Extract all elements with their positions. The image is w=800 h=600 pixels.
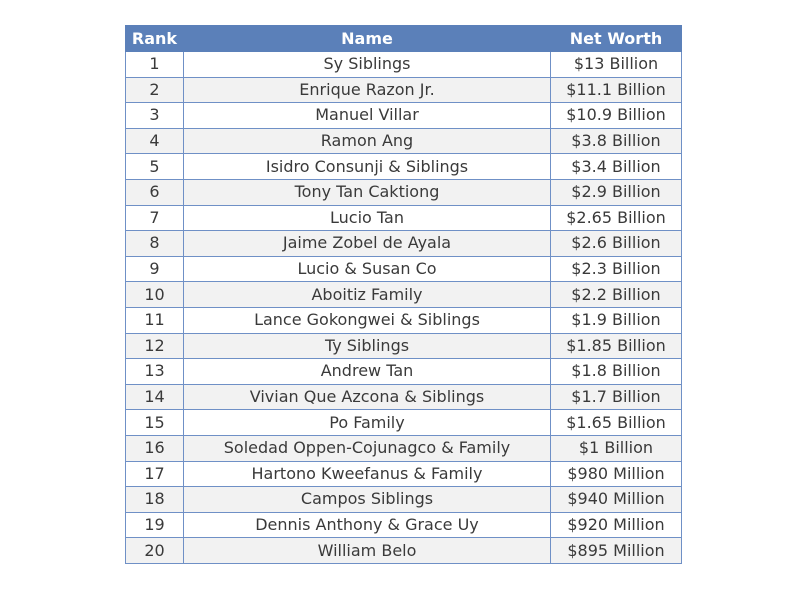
- rank-cell: 2: [126, 77, 184, 103]
- rank-cell: 16: [126, 435, 184, 461]
- net-worth-cell: $1.8 Billion: [551, 359, 682, 385]
- net-worth-cell: $1.85 Billion: [551, 333, 682, 359]
- net-worth-cell: $2.9 Billion: [551, 179, 682, 205]
- name-cell: Isidro Consunji & Siblings: [184, 154, 551, 180]
- table-row: [126, 435, 682, 461]
- net-worth-cell: $11.1 Billion: [551, 77, 682, 103]
- net-worth-cell: $1.7 Billion: [551, 384, 682, 410]
- header-name: Name: [184, 26, 551, 52]
- header-rank: Rank: [126, 26, 184, 52]
- net-worth-cell: $13 Billion: [551, 52, 682, 78]
- net-worth-table: [125, 25, 682, 564]
- name-cell: Aboitiz Family: [184, 282, 551, 308]
- table-row: [126, 256, 682, 282]
- name-cell: Po Family: [184, 410, 551, 436]
- name-cell: Hartono Kweefanus & Family: [184, 461, 551, 487]
- net-worth-cell: $3.8 Billion: [551, 128, 682, 154]
- table-row: [126, 154, 682, 180]
- table-row: [126, 410, 682, 436]
- name-cell: Soledad Oppen-Cojunagco & Family: [184, 435, 551, 461]
- name-cell: Sy Siblings: [184, 52, 551, 78]
- name-cell: Lance Gokongwei & Siblings: [184, 307, 551, 333]
- net-worth-cell: $3.4 Billion: [551, 154, 682, 180]
- name-cell: Ramon Ang: [184, 128, 551, 154]
- table-row: [126, 103, 682, 129]
- table-row: [126, 282, 682, 308]
- net-worth-cell: $2.65 Billion: [551, 205, 682, 231]
- name-cell: William Belo: [184, 538, 551, 564]
- rank-cell: 8: [126, 231, 184, 257]
- table-row: [126, 333, 682, 359]
- rank-cell: 14: [126, 384, 184, 410]
- table-body: [126, 52, 682, 564]
- name-cell: Dennis Anthony & Grace Uy: [184, 512, 551, 538]
- name-cell: Campos Siblings: [184, 487, 551, 513]
- name-cell: Manuel Villar: [184, 103, 551, 129]
- table-row: [126, 359, 682, 385]
- net-worth-cell: $920 Million: [551, 512, 682, 538]
- rank-cell: 15: [126, 410, 184, 436]
- rank-cell: 3: [126, 103, 184, 129]
- rank-cell: 17: [126, 461, 184, 487]
- name-cell: Lucio & Susan Co: [184, 256, 551, 282]
- table-row: [126, 179, 682, 205]
- rank-cell: 9: [126, 256, 184, 282]
- rank-cell: 1: [126, 52, 184, 78]
- name-cell: Jaime Zobel de Ayala: [184, 231, 551, 257]
- table-row: [126, 384, 682, 410]
- table-row: [126, 205, 682, 231]
- net-worth-cell: $2.2 Billion: [551, 282, 682, 308]
- net-worth-cell: $1.65 Billion: [551, 410, 682, 436]
- net-worth-cell: $980 Million: [551, 461, 682, 487]
- net-worth-cell: $2.6 Billion: [551, 231, 682, 257]
- net-worth-cell: $1.9 Billion: [551, 307, 682, 333]
- rank-cell: 20: [126, 538, 184, 564]
- rank-cell: 4: [126, 128, 184, 154]
- name-cell: Vivian Que Azcona & Siblings: [184, 384, 551, 410]
- rank-cell: 5: [126, 154, 184, 180]
- table-row: [126, 77, 682, 103]
- net-worth-cell: $1 Billion: [551, 435, 682, 461]
- header-row: [126, 26, 682, 52]
- table-row: [126, 231, 682, 257]
- rank-cell: 19: [126, 512, 184, 538]
- rank-cell: 18: [126, 487, 184, 513]
- rank-cell: 10: [126, 282, 184, 308]
- net-worth-cell: $2.3 Billion: [551, 256, 682, 282]
- rank-cell: 12: [126, 333, 184, 359]
- net-worth-cell: $10.9 Billion: [551, 103, 682, 129]
- rank-cell: 11: [126, 307, 184, 333]
- rank-cell: 13: [126, 359, 184, 385]
- net-worth-cell: $895 Million: [551, 538, 682, 564]
- rank-cell: 7: [126, 205, 184, 231]
- header-net-worth: Net Worth: [551, 26, 682, 52]
- net-worth-cell: $940 Million: [551, 487, 682, 513]
- name-cell: Tony Tan Caktiong: [184, 179, 551, 205]
- table-row: [126, 487, 682, 513]
- name-cell: Ty Siblings: [184, 333, 551, 359]
- name-cell: Lucio Tan: [184, 205, 551, 231]
- table-row: [126, 128, 682, 154]
- table-row: [126, 538, 682, 564]
- name-cell: Andrew Tan: [184, 359, 551, 385]
- table-row: [126, 512, 682, 538]
- table-row: [126, 461, 682, 487]
- table-row: [126, 307, 682, 333]
- name-cell: Enrique Razon Jr.: [184, 77, 551, 103]
- table-row: [126, 52, 682, 78]
- rank-cell: 6: [126, 179, 184, 205]
